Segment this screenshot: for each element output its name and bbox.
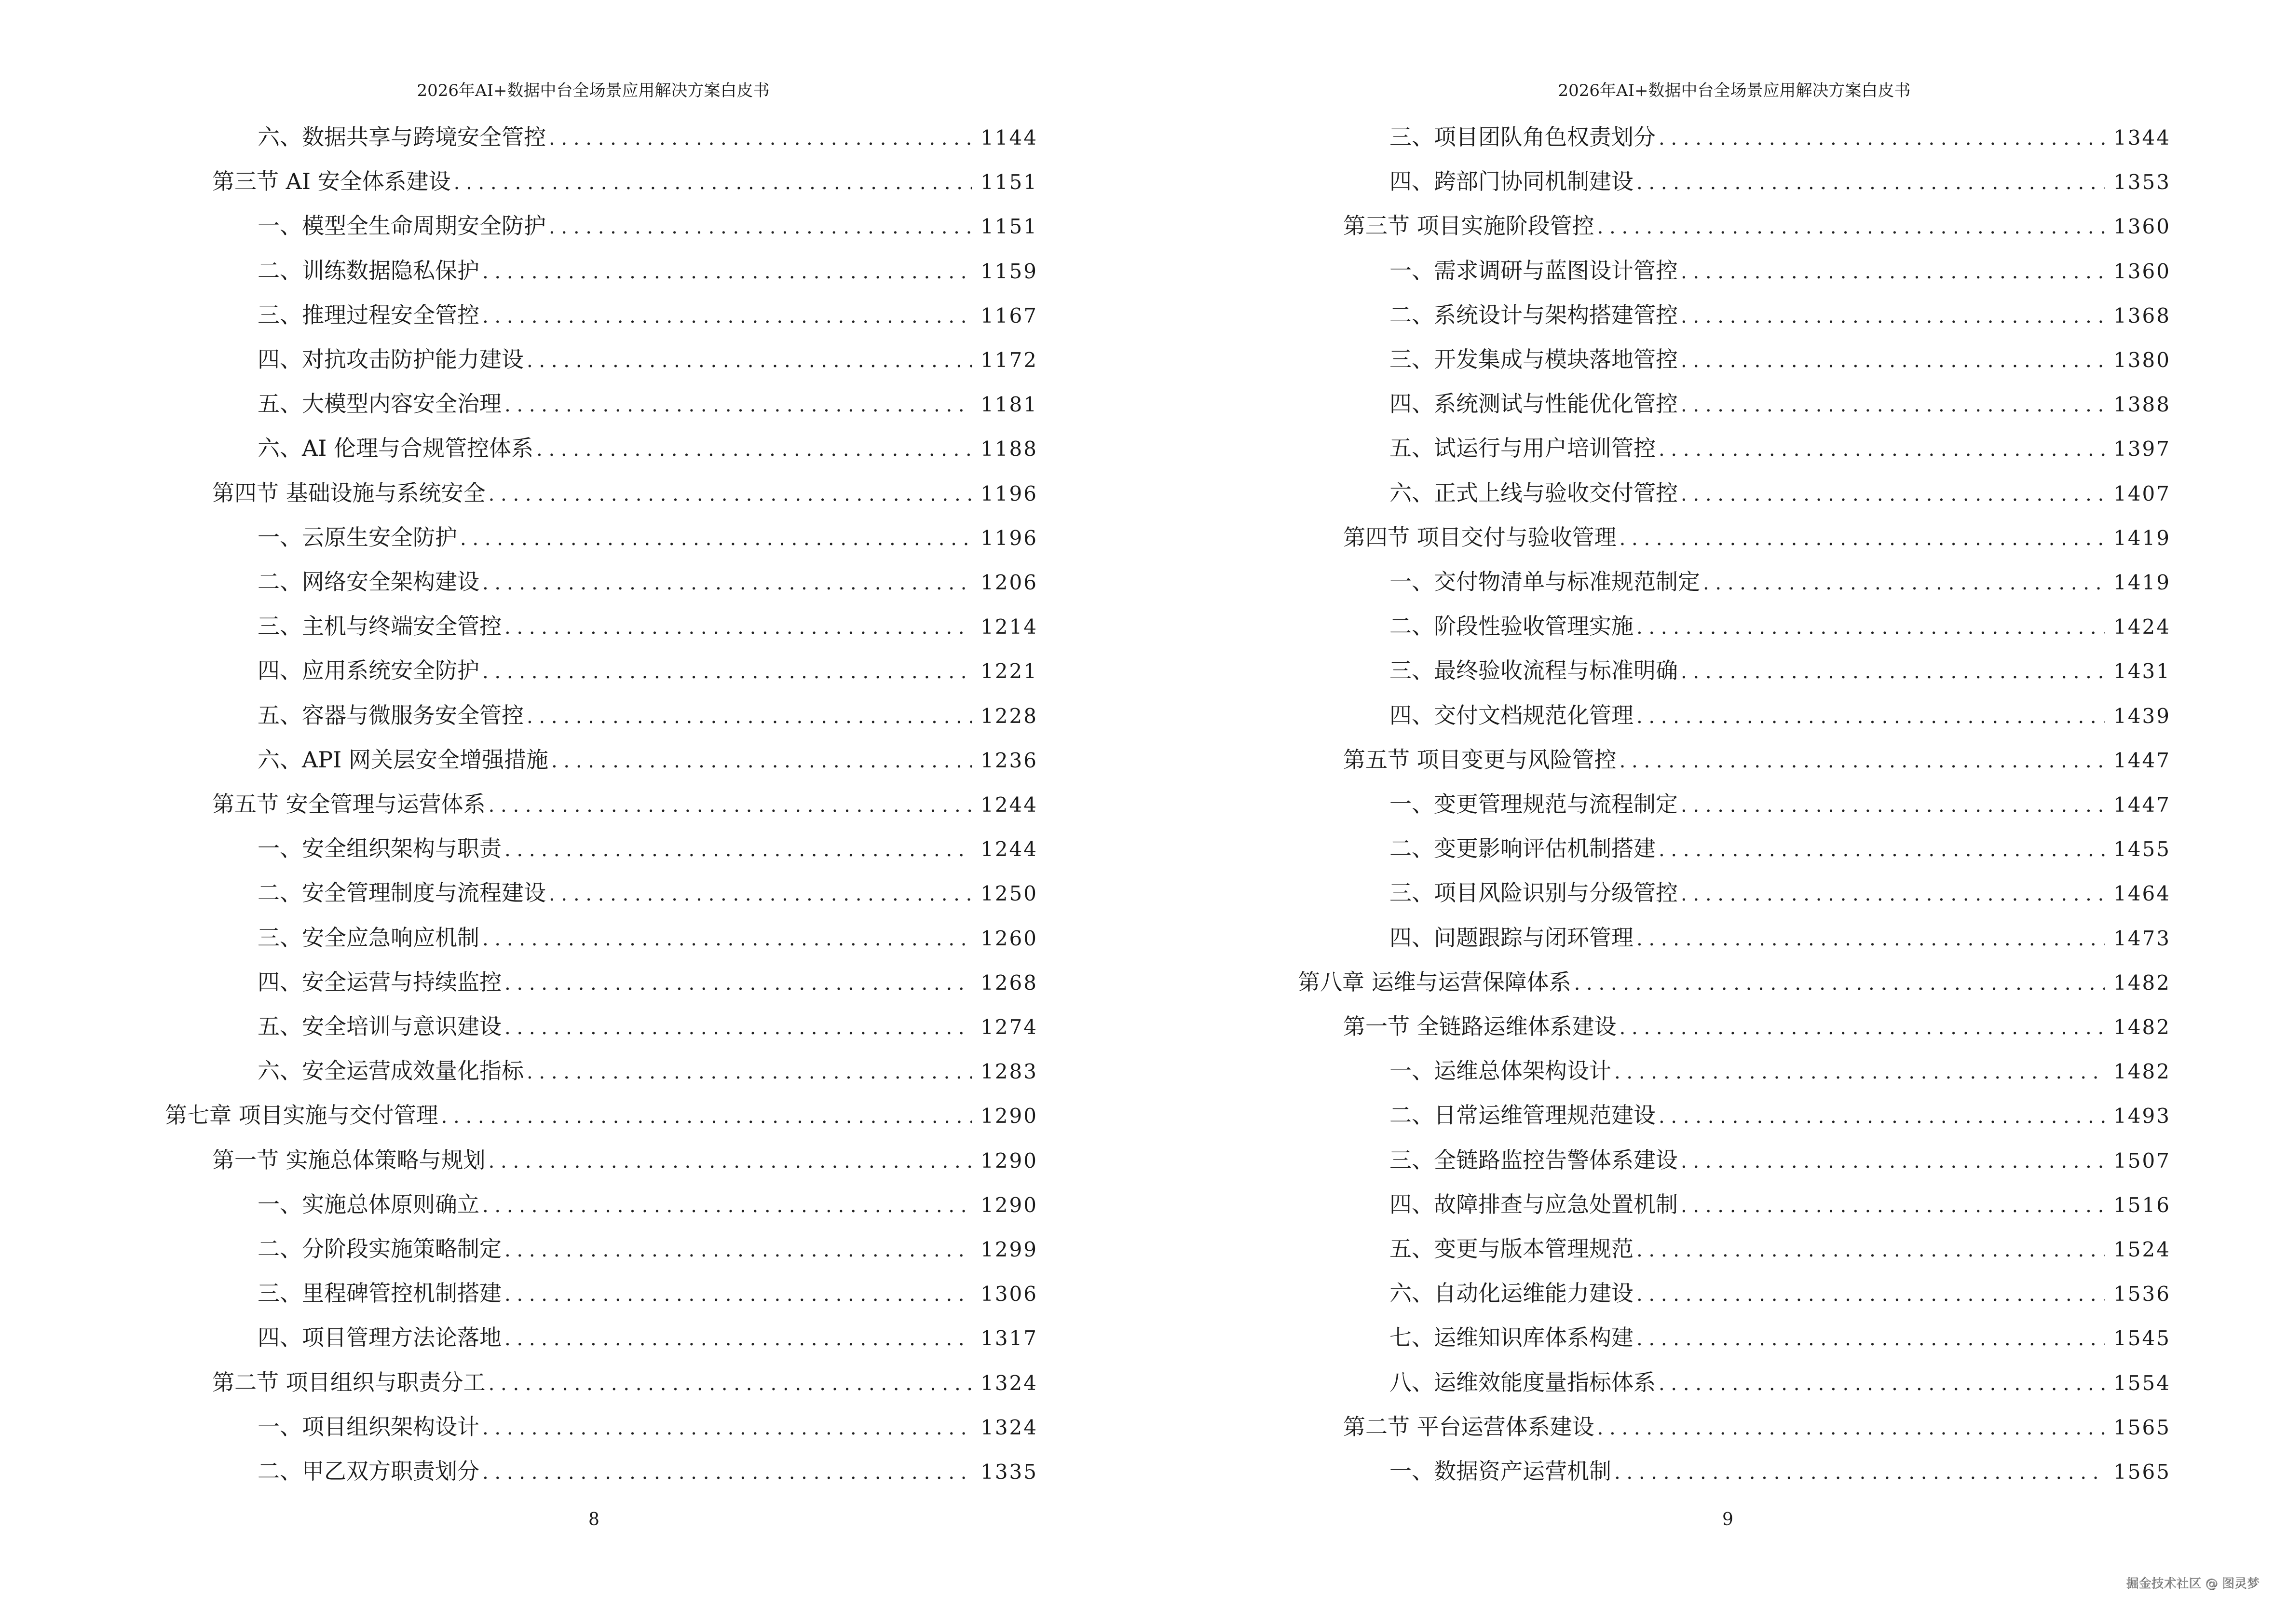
toc-entry-page: 1565 bbox=[2113, 1460, 2171, 1484]
toc-entry-page: 1353 bbox=[2113, 170, 2171, 194]
toc-entry-page: 1151 bbox=[980, 170, 1038, 194]
toc-entry[interactable] bbox=[258, 653, 1038, 682]
toc-entry[interactable] bbox=[1389, 609, 2171, 638]
toc-entry[interactable] bbox=[258, 520, 1038, 549]
toc-entry-title: 第五节 安全管理与运营体系 bbox=[212, 791, 486, 817]
dot-leader bbox=[1597, 1417, 2105, 1439]
dot-leader bbox=[536, 438, 972, 461]
dot-leader bbox=[482, 305, 972, 328]
toc-entry-page: 1151 bbox=[980, 215, 1038, 238]
toc-entry-page: 1360 bbox=[2113, 259, 2171, 283]
toc-entry-title: 二、分阶段实施策略制定 bbox=[258, 1236, 502, 1262]
toc-entry-title: 第三节 AI 安全体系建设 bbox=[212, 168, 451, 194]
toc-entry-page: 1268 bbox=[980, 971, 1038, 995]
toc-entry[interactable] bbox=[1389, 653, 2171, 682]
toc-entry-title: 一、项目组织架构设计 bbox=[258, 1414, 479, 1440]
toc-entry[interactable] bbox=[1389, 787, 2171, 816]
toc-entry-page: 1360 bbox=[2113, 215, 2171, 238]
dot-leader bbox=[549, 127, 972, 150]
toc-entry[interactable] bbox=[258, 1009, 1038, 1038]
toc-entry-page: 1473 bbox=[2113, 927, 2171, 950]
toc-entry-title: 三、主机与终端安全管控 bbox=[258, 613, 502, 639]
toc-entry-title: 五、试运行与用户培训管控 bbox=[1389, 435, 1656, 461]
toc-entry[interactable] bbox=[258, 253, 1038, 282]
dot-leader bbox=[1659, 839, 2105, 861]
toc-entry-title: 一、模型全生命周期安全防护 bbox=[258, 213, 546, 239]
running-header: 2026年AI+数据中台全场景应用解决方案白皮书 bbox=[1558, 81, 1911, 100]
dot-leader bbox=[1681, 1195, 2105, 1217]
toc-entry[interactable] bbox=[1389, 253, 2171, 282]
toc-entry-page: 1482 bbox=[2113, 971, 2171, 995]
toc-entry-title: 第二节 平台运营体系建设 bbox=[1343, 1414, 1594, 1440]
toc-entry[interactable] bbox=[212, 164, 1038, 193]
toc-entry-page: 1260 bbox=[980, 927, 1038, 950]
toc-entry[interactable] bbox=[1389, 831, 2171, 860]
toc-entry-title: 三、项目团队角色权责划分 bbox=[1389, 124, 1656, 150]
toc-entry-title: 四、对抗攻击防护能力建设 bbox=[258, 346, 524, 372]
toc-entry-page: 1290 bbox=[980, 1193, 1038, 1217]
page-number: 8 bbox=[588, 1510, 599, 1529]
toc-entry[interactable] bbox=[1389, 875, 2171, 904]
toc-entry-title: 第一节 全链路运维体系建设 bbox=[1343, 1013, 1617, 1039]
toc-entry[interactable] bbox=[1343, 1009, 2171, 1038]
dot-leader bbox=[1620, 750, 2105, 772]
dot-leader bbox=[1681, 305, 2105, 328]
dot-leader bbox=[1597, 216, 2105, 238]
toc-entry-title: 三、推理过程安全管控 bbox=[258, 302, 479, 328]
toc-entry[interactable] bbox=[1389, 1143, 2171, 1172]
dot-leader bbox=[527, 350, 972, 372]
toc-entry-title: 一、变更管理规范与流程制定 bbox=[1389, 791, 1678, 817]
toc-entry-title: 五、变更与版本管理规范 bbox=[1389, 1236, 1634, 1262]
dot-leader bbox=[1681, 883, 2105, 905]
toc-entry[interactable] bbox=[258, 831, 1038, 860]
toc-entry-page: 1159 bbox=[980, 259, 1038, 283]
toc-entry[interactable] bbox=[165, 1098, 1038, 1127]
toc-entry-page: 1181 bbox=[980, 393, 1038, 416]
toc-entry-page: 1324 bbox=[980, 1416, 1038, 1439]
toc-entry-page: 1250 bbox=[980, 882, 1038, 905]
toc-entry[interactable] bbox=[258, 875, 1038, 904]
toc-entry-page: 1380 bbox=[2113, 348, 2171, 372]
dot-leader bbox=[1659, 1105, 2105, 1128]
toc-entry-title: 六、数据共享与跨境安全管控 bbox=[258, 124, 546, 150]
dot-leader bbox=[1681, 661, 2105, 683]
toc-entry-page: 1536 bbox=[2113, 1282, 2171, 1306]
dot-leader bbox=[504, 1283, 972, 1306]
toc-entry-title: 五、大模型内容安全治理 bbox=[258, 391, 502, 417]
toc-entry-page: 1244 bbox=[980, 793, 1038, 817]
toc-entry[interactable] bbox=[258, 1187, 1038, 1216]
toc-entry[interactable] bbox=[258, 742, 1038, 771]
toc-entry-title: 一、运维总体架构设计 bbox=[1389, 1058, 1611, 1084]
dot-leader bbox=[504, 1017, 972, 1039]
toc-entry[interactable] bbox=[1389, 386, 2171, 415]
toc-entry[interactable] bbox=[1389, 298, 2171, 327]
toc-entry-title: 二、训练数据隐私保护 bbox=[258, 258, 479, 284]
toc-entry-title: 五、安全培训与意识建设 bbox=[258, 1013, 502, 1039]
page-number: 9 bbox=[1722, 1510, 1733, 1529]
toc-entry-page: 1172 bbox=[980, 348, 1038, 372]
toc-entry-title: 第四节 项目交付与验收管理 bbox=[1343, 524, 1617, 550]
toc-entry[interactable] bbox=[258, 1231, 1038, 1260]
toc-entry-title: 第七章 项目实施与交付管理 bbox=[165, 1102, 438, 1128]
toc-entry-page: 1565 bbox=[2113, 1416, 2171, 1439]
toc-entry-title: 三、最终验收流程与标准明确 bbox=[1389, 657, 1678, 683]
toc-entry[interactable] bbox=[212, 1365, 1038, 1394]
dot-leader bbox=[482, 661, 972, 683]
toc-entry-page: 1368 bbox=[2113, 304, 2171, 328]
toc-entry[interactable] bbox=[1389, 1365, 2171, 1394]
dot-leader bbox=[504, 616, 972, 639]
toc-entry-page: 1317 bbox=[980, 1326, 1038, 1350]
toc-entry-page: 1283 bbox=[980, 1060, 1038, 1083]
toc-entry-page: 1447 bbox=[2113, 749, 2171, 772]
toc-entry[interactable] bbox=[1389, 1098, 2171, 1127]
toc-entry[interactable] bbox=[258, 698, 1038, 727]
dot-leader bbox=[1681, 350, 2105, 372]
dot-leader bbox=[527, 1061, 972, 1083]
toc-entry-page: 1545 bbox=[2113, 1326, 2171, 1350]
toc-entry-page: 1455 bbox=[2113, 837, 2171, 861]
dot-leader bbox=[489, 1373, 972, 1395]
toc-entry[interactable] bbox=[258, 431, 1038, 460]
toc-entry-title: 二、网络安全架构建设 bbox=[258, 569, 479, 595]
toc-entry-page: 1524 bbox=[2113, 1238, 2171, 1261]
dot-leader bbox=[460, 528, 972, 550]
dot-leader bbox=[1636, 706, 2105, 728]
toc-entry-title: 第八章 运维与运营保障体系 bbox=[1298, 969, 1571, 995]
toc-entry-title: 二、变更影响评估机制搭建 bbox=[1389, 835, 1656, 861]
toc-entry-title: 四、项目管理方法论落地 bbox=[258, 1324, 502, 1351]
dot-leader bbox=[1681, 1150, 2105, 1173]
toc-entry-page: 1419 bbox=[2113, 526, 2171, 550]
toc-entry[interactable] bbox=[1343, 208, 2171, 237]
toc-entry-title: 三、安全应急响应机制 bbox=[258, 925, 479, 951]
dot-leader bbox=[504, 1328, 972, 1350]
dot-leader bbox=[551, 750, 972, 772]
toc-entry-page: 1167 bbox=[980, 304, 1038, 328]
dot-leader bbox=[441, 1105, 972, 1128]
toc-entry-page: 1290 bbox=[980, 1149, 1038, 1173]
right-page bbox=[1144, 0, 2287, 1624]
toc-entry-title: 二、甲乙双方职责划分 bbox=[258, 1458, 479, 1484]
toc-entry[interactable] bbox=[258, 208, 1038, 237]
dot-leader bbox=[1681, 483, 2105, 505]
toc-entry-page: 1236 bbox=[980, 749, 1038, 772]
toc-entry-title: 六、API 网关层安全增强措施 bbox=[258, 747, 548, 773]
dot-leader bbox=[1636, 616, 2105, 639]
dot-leader bbox=[504, 1239, 972, 1261]
toc-entry-page: 1335 bbox=[980, 1460, 1038, 1484]
toc-entry[interactable] bbox=[1389, 1454, 2171, 1483]
toc-entry-title: 一、数据资产运营机制 bbox=[1389, 1458, 1611, 1484]
dot-leader bbox=[482, 572, 972, 594]
toc-entry-title: 六、正式上线与验收交付管控 bbox=[1389, 480, 1678, 506]
dot-leader bbox=[1636, 172, 2105, 194]
toc-entry[interactable] bbox=[212, 787, 1038, 816]
toc-entry-title: 四、问题跟踪与闭环管理 bbox=[1389, 925, 1634, 951]
toc-entry-title: 第四节 基础设施与系统安全 bbox=[212, 480, 486, 506]
dot-leader bbox=[527, 706, 972, 728]
toc-entry-page: 1464 bbox=[2113, 882, 2171, 905]
toc-entry-page: 1144 bbox=[980, 126, 1038, 150]
toc-entry[interactable] bbox=[212, 476, 1038, 505]
toc-entry[interactable] bbox=[1389, 476, 2171, 505]
dot-leader bbox=[1636, 1239, 2105, 1261]
dot-leader bbox=[1574, 972, 2105, 995]
dot-leader bbox=[1681, 394, 2105, 416]
dot-leader bbox=[482, 1417, 972, 1439]
toc-entry-page: 1228 bbox=[980, 704, 1038, 728]
toc-entry-title: 二、日常运维管理规范建设 bbox=[1389, 1102, 1656, 1128]
toc-entry-title: 四、跨部门协同机制建设 bbox=[1389, 168, 1634, 194]
toc-entry-page: 1554 bbox=[2113, 1371, 2171, 1395]
toc-entry[interactable] bbox=[258, 298, 1038, 327]
toc-entry-title: 第五节 项目变更与风险管控 bbox=[1343, 747, 1617, 773]
dot-leader bbox=[1614, 1461, 2105, 1484]
toc-entry-page: 1290 bbox=[980, 1104, 1038, 1128]
toc-entry-title: 三、全链路监控告警体系建设 bbox=[1389, 1147, 1678, 1173]
toc-entry-title: 四、应用系统安全防护 bbox=[258, 657, 479, 683]
toc-entry-page: 1221 bbox=[980, 659, 1038, 683]
toc-entry-page: 1407 bbox=[2113, 482, 2171, 505]
dot-leader bbox=[504, 839, 972, 861]
toc-entry[interactable] bbox=[258, 965, 1038, 994]
toc-entry[interactable] bbox=[1389, 431, 2171, 460]
dot-leader bbox=[1659, 1373, 2105, 1395]
dot-leader bbox=[1636, 1283, 2105, 1306]
toc-entry[interactable] bbox=[258, 1454, 1038, 1483]
toc-entry-page: 1299 bbox=[980, 1238, 1038, 1261]
toc-entry[interactable] bbox=[258, 920, 1038, 949]
toc-entry-page: 1439 bbox=[2113, 704, 2171, 728]
toc-entry-page: 1344 bbox=[2113, 126, 2171, 150]
dot-leader bbox=[1681, 794, 2105, 817]
toc-entry-title: 六、AI 伦理与合规管控体系 bbox=[258, 435, 534, 461]
toc-entry-page: 1244 bbox=[980, 837, 1038, 861]
toc-entry-title: 五、容器与微服务安全管控 bbox=[258, 702, 524, 728]
dot-leader bbox=[1703, 572, 2105, 594]
toc-entry[interactable] bbox=[1298, 965, 2171, 994]
toc-entry[interactable] bbox=[258, 1053, 1038, 1082]
toc-entry[interactable] bbox=[258, 386, 1038, 415]
toc-entry[interactable] bbox=[258, 564, 1038, 593]
toc-entry-title: 第一节 实施总体策略与规划 bbox=[212, 1147, 486, 1173]
toc-entry[interactable] bbox=[258, 609, 1038, 638]
dot-leader bbox=[489, 483, 972, 505]
toc-entry-title: 二、安全管理制度与流程建设 bbox=[258, 880, 546, 906]
toc-entry[interactable] bbox=[258, 120, 1038, 149]
toc-entry[interactable] bbox=[258, 1320, 1038, 1349]
toc-entry-title: 三、项目风险识别与分级管控 bbox=[1389, 880, 1678, 906]
toc-entry[interactable] bbox=[1389, 120, 2171, 149]
toc-entry[interactable] bbox=[1389, 1276, 2171, 1305]
dot-leader bbox=[1659, 438, 2105, 461]
toc-entry-page: 1324 bbox=[980, 1371, 1038, 1395]
toc-entry-title: 三、里程碑管控机制搭建 bbox=[258, 1280, 502, 1306]
toc-entry[interactable] bbox=[1389, 698, 2171, 727]
toc-entry-title: 第二节 项目组织与职责分工 bbox=[212, 1369, 486, 1395]
toc-entry-title: 四、安全运营与持续监控 bbox=[258, 969, 502, 995]
toc-entry[interactable] bbox=[1389, 1320, 2171, 1349]
running-header: 2026年AI+数据中台全场景应用解决方案白皮书 bbox=[417, 81, 770, 100]
toc-entry-page: 1431 bbox=[2113, 659, 2171, 683]
dot-leader bbox=[482, 928, 972, 950]
toc-entry[interactable] bbox=[1343, 742, 2171, 771]
dot-leader bbox=[482, 1461, 972, 1484]
toc-entry-title: 六、安全运营成效量化指标 bbox=[258, 1058, 524, 1084]
toc-entry-title: 三、开发集成与模块落地管控 bbox=[1389, 346, 1678, 372]
toc-entry[interactable] bbox=[258, 342, 1038, 371]
toc-entry-page: 1206 bbox=[980, 571, 1038, 594]
dot-leader bbox=[454, 172, 972, 194]
toc-entry[interactable] bbox=[212, 1143, 1038, 1172]
toc-entry-title: 四、交付文档规范化管理 bbox=[1389, 702, 1634, 728]
toc-entry-page: 1214 bbox=[980, 615, 1038, 639]
dot-leader bbox=[504, 972, 972, 995]
toc-entry-title: 四、系统测试与性能优化管控 bbox=[1389, 391, 1678, 417]
toc-entry-title: 二、系统设计与架构搭建管控 bbox=[1389, 302, 1678, 328]
dot-leader bbox=[504, 394, 972, 416]
dot-leader bbox=[1620, 1017, 2105, 1039]
dot-leader bbox=[1681, 261, 2105, 283]
toc-entry-page: 1397 bbox=[2113, 437, 2171, 461]
toc-entry[interactable] bbox=[258, 1276, 1038, 1305]
toc-entry-title: 四、故障排查与应急处置机制 bbox=[1389, 1191, 1678, 1217]
toc-entry-page: 1274 bbox=[980, 1015, 1038, 1039]
toc-entry[interactable] bbox=[1389, 1053, 2171, 1082]
toc-entry-title: 一、安全组织架构与职责 bbox=[258, 835, 502, 861]
toc-entry-title: 七、运维知识库体系构建 bbox=[1389, 1324, 1634, 1351]
toc-entry-page: 1424 bbox=[2113, 615, 2171, 639]
toc-entry-page: 1447 bbox=[2113, 793, 2171, 817]
toc-entry-title: 一、需求调研与蓝图设计管控 bbox=[1389, 258, 1678, 284]
toc-entry-page: 1507 bbox=[2113, 1149, 2171, 1173]
toc-entry-title: 一、云原生安全防护 bbox=[258, 524, 457, 550]
toc-entry-page: 1493 bbox=[2113, 1104, 2171, 1128]
dot-leader bbox=[1636, 1328, 2105, 1350]
dot-leader bbox=[489, 1150, 972, 1173]
toc-entry-title: 二、阶段性验收管理实施 bbox=[1389, 613, 1634, 639]
toc-entry-page: 1419 bbox=[2113, 571, 2171, 594]
dot-leader bbox=[1636, 928, 2105, 950]
toc-entry[interactable] bbox=[1389, 1187, 2171, 1216]
toc-entry-title: 第三节 项目实施阶段管控 bbox=[1343, 213, 1594, 239]
toc-entry-page: 1388 bbox=[2113, 393, 2171, 416]
toc-entry-page: 1196 bbox=[980, 526, 1038, 550]
toc-entry[interactable] bbox=[1389, 342, 2171, 371]
dot-leader bbox=[549, 216, 972, 238]
toc-entry[interactable] bbox=[1343, 1409, 2171, 1438]
toc-entry[interactable] bbox=[1389, 1231, 2171, 1260]
toc-entry-page: 1482 bbox=[2113, 1015, 2171, 1039]
toc-entry-page: 1188 bbox=[980, 437, 1038, 461]
dot-leader bbox=[549, 883, 972, 905]
toc-entry[interactable] bbox=[1389, 564, 2171, 593]
dot-leader bbox=[482, 261, 972, 283]
toc-entry[interactable] bbox=[1389, 164, 2171, 193]
toc-entry-title: 一、实施总体原则确立 bbox=[258, 1191, 479, 1217]
toc-entry-page: 1306 bbox=[980, 1282, 1038, 1306]
dot-leader bbox=[489, 794, 972, 817]
dot-leader bbox=[1620, 528, 2105, 550]
dot-leader bbox=[482, 1195, 972, 1217]
toc-entry-title: 六、自动化运维能力建设 bbox=[1389, 1280, 1634, 1306]
watermark: 掘金技术社区 @ 图灵梦 bbox=[2126, 1576, 2260, 1591]
toc-entry[interactable] bbox=[258, 1409, 1038, 1438]
toc-entry-page: 1196 bbox=[980, 482, 1038, 505]
toc-entry-title: 一、交付物清单与标准规范制定 bbox=[1389, 569, 1700, 595]
toc-entry[interactable] bbox=[1389, 920, 2171, 949]
toc-entry-page: 1516 bbox=[2113, 1193, 2171, 1217]
toc-entry-title: 八、运维效能度量指标体系 bbox=[1389, 1369, 1656, 1395]
dot-leader bbox=[1614, 1061, 2105, 1083]
dot-leader bbox=[1659, 127, 2105, 150]
toc-entry[interactable] bbox=[1343, 520, 2171, 549]
toc-entry-page: 1482 bbox=[2113, 1060, 2171, 1083]
